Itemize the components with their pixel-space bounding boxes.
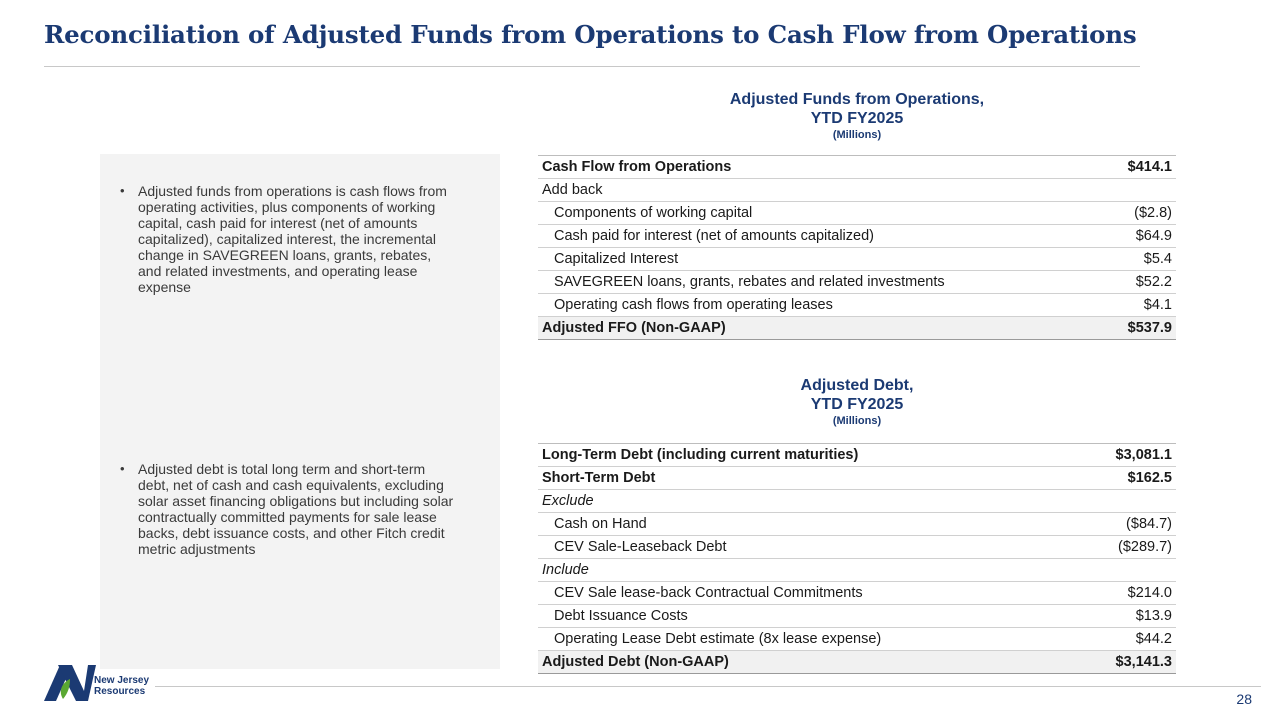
- table-row: [538, 513, 1176, 536]
- ffo-heading-line2: YTD FY2025: [810, 110, 904, 127]
- slide-title: Reconciliation of Adjusted Funds from Operations to Cash Flow from Operations: [44, 20, 1137, 49]
- row-label: Exclude: [542, 493, 594, 509]
- bullet-dot: •: [120, 461, 125, 476]
- row-label: Adjusted Debt (Non-GAAP): [542, 654, 729, 670]
- bullet-adjusted-ffo: [120, 183, 458, 295]
- table-row: [538, 156, 1176, 179]
- logo-line1: New Jersey: [94, 675, 150, 686]
- bullet-text: Adjusted debt is total long term and short-term debt, net of cash and cash equivalents, excluding solar asset financing obligations but including solar contractually committed payments for sale lease backs, debt issuance costs, and other Fitch credit metric adjustments: [138, 461, 454, 557]
- table-row: [538, 444, 1176, 467]
- row-value: $414.1: [1127, 159, 1172, 175]
- row-value: ($84.7): [1126, 516, 1172, 532]
- notes-panel: [100, 154, 500, 669]
- row-label: Long-Term Debt (including current maturities): [542, 447, 859, 463]
- row-label: Debt Issuance Costs: [554, 608, 688, 624]
- row-value: $537.9: [1127, 320, 1172, 336]
- table-row: [538, 294, 1176, 317]
- row-label: Cash Flow from Operations: [542, 159, 732, 175]
- row-label: Cash paid for interest (net of amounts capitalized): [554, 228, 874, 244]
- debt-heading-line2: YTD FY2025: [810, 396, 904, 413]
- row-value: ($2.8): [1134, 205, 1172, 221]
- row-label: Capitalized Interest: [554, 251, 679, 267]
- debt-table-heading: [538, 376, 1176, 428]
- row-value: $3,081.1: [1115, 447, 1172, 463]
- bullet-dot: •: [120, 183, 125, 198]
- row-value: $162.5: [1127, 470, 1172, 486]
- table-row: [538, 605, 1176, 628]
- row-value: $52.2: [1135, 274, 1172, 290]
- row-value: ($289.7): [1117, 539, 1172, 555]
- bullet-adjusted-debt: [120, 461, 458, 557]
- row-label: CEV Sale-Leaseback Debt: [554, 539, 727, 555]
- table-total-row: [538, 651, 1176, 674]
- table-row: [538, 536, 1176, 559]
- table-row: [538, 248, 1176, 271]
- row-label: Cash on Hand: [554, 516, 647, 532]
- bullet-text: Adjusted funds from operations is cash flows from operating activities, plus components of working capital, cash paid for interest (net of amounts capitalized), capitalized interest, the incremental change in SAVEGREEN loans, grants, rebates, and related investments, and operating lease expense: [138, 183, 447, 295]
- row-label: Operating cash flows from operating leases: [554, 297, 833, 313]
- row-label: Add back: [542, 182, 603, 198]
- debt-units: (Millions): [832, 415, 882, 427]
- table-row: [538, 225, 1176, 248]
- row-value: $3,141.3: [1115, 654, 1172, 670]
- row-value: $5.4: [1143, 251, 1172, 267]
- row-label: Operating Lease Debt estimate (8x lease expense): [554, 631, 882, 647]
- debt-heading-line1: Adjusted Debt,: [800, 377, 914, 394]
- title-divider: [44, 66, 1140, 67]
- table-row: [538, 582, 1176, 605]
- table-row: [538, 559, 1176, 582]
- row-label: Short-Term Debt: [542, 470, 656, 486]
- ffo-heading-line1: Adjusted Funds from Operations,: [729, 91, 985, 108]
- njr-logo-icon: [44, 665, 96, 701]
- row-value: $4.1: [1143, 297, 1172, 313]
- ffo-units: (Millions): [832, 129, 882, 141]
- table-row: [538, 490, 1176, 513]
- table-row: [538, 179, 1176, 202]
- page-number: 28: [1236, 691, 1252, 707]
- row-label: SAVEGREEN loans, grants, rebates and related investments: [554, 274, 945, 290]
- table-total-row: [538, 317, 1176, 340]
- row-value: $44.2: [1135, 631, 1172, 647]
- table-row: [538, 628, 1176, 651]
- row-value: $13.9: [1135, 608, 1172, 624]
- company-logo-text: [94, 675, 149, 697]
- logo-line2: Resources: [94, 686, 146, 697]
- table-row: [538, 467, 1176, 490]
- ffo-table-heading: [538, 90, 1176, 142]
- ffo-table: [538, 155, 1176, 340]
- row-value: $214.0: [1127, 585, 1172, 601]
- table-row: [538, 202, 1176, 225]
- footer-divider: [155, 686, 1261, 687]
- debt-table: [538, 443, 1176, 674]
- row-value: $64.9: [1135, 228, 1172, 244]
- row-label: Components of working capital: [554, 205, 753, 221]
- row-label: Include: [542, 562, 589, 578]
- row-label: CEV Sale lease-back Contractual Commitments: [554, 585, 863, 601]
- table-row: [538, 271, 1176, 294]
- row-label: Adjusted FFO (Non-GAAP): [542, 320, 726, 336]
